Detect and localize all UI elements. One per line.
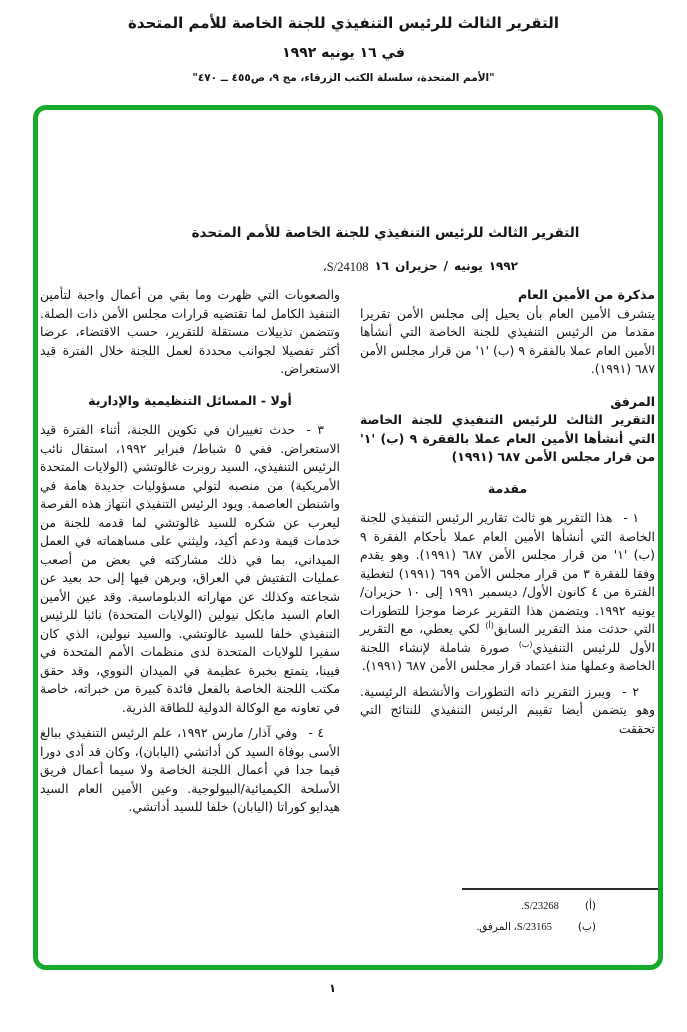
footnote-ref-b: (ب) [518,639,533,649]
footnote-b-marker: (ب) [577,921,596,933]
continuation-paragraph: والصعوبات التي ظهرت وما بقي من أعمال واجبة لتأمين التنفيذ الكامل لما تقتضيه قرارات مجلس الأمن ذات الصلة. وتتضمن تذييلات مستقلة للتقرير، حسب الاقتضاء، عرضا أكثر تفصيلا لجوانب محددة لعمل اللجنة خلال الفترة قيد الاستعراض. [40,287,340,376]
annex-heading: المرفق [610,393,655,409]
paragraph-4-number: ٤ - [308,725,324,740]
memo-paragraph: يتشرف الأمين العام بأن يحيل إلى مجلس الأمن تقريرا مقدما من الرئيس التنفيذي للجنة الخاصة التي أنشأها الأمين العام عملا بالفقرة ٩ (ب) '١' من قرار مجلس الأمن ٦٨٧ (١٩٩١). [360,305,656,376]
paragraph-2-text: ويبرز التقرير ذاته التطورات والأنشطة الرئيسية. وهو يتضمن أيضا تقييم الرئيس التنفيذي للنتائج التي تحققت [360,683,655,736]
footnote-b [477,917,597,938]
footnote-separator [462,888,658,890]
footnote-ref-a: (أ) [485,620,494,630]
document-title: التقرير الثالث للرئيس التنفيذي للجنة الخاصة للأمم المتحدة [191,225,580,241]
column-left [40,286,340,817]
footnote-b-text: S/23165، المرفق. [476,922,552,933]
paragraph-1-number: ١ - [623,510,639,525]
paragraph-2-number: ٢ - [622,683,639,699]
page-number: ١ [328,981,337,995]
paragraph-1-text-end: صورة شاملة لإنشاء اللجنة الخاصة وعملها منذ اعتماد قرار مجلس الأمن ٦٨٧ (١٩٩١). [360,639,655,673]
paragraph-2 [360,683,655,739]
paragraph-1-text-cont: لكي يعطي، مع التقرير الأول للرئيس التنفيذي [360,621,656,655]
page-header [0,14,687,84]
header-date: في ١٦ يونيه ١٩٩٢ [282,45,405,61]
memo-heading: مذكرة من الأمين العام [518,287,655,302]
green-frame [33,105,663,970]
column-right [360,286,655,738]
paragraph-4 [40,724,340,817]
footnote-a [477,896,597,917]
paragraph-3 [40,421,340,717]
paragraph-4-text: وفي آذار/ مارس ١٩٩٢، علم الرئيس التنفيذي ببالغ الأسى بوفاة السيد كن أداتشي (اليابان)، وكان قد أدى دورا قيما جدا في أعمال اللجنة الخاصة ولا سيما أعمال فريق الأسلحة الكيميائية/البيولوجية. وعين الأمين العام السيد هيدايو كوراتا (اليابان) خلفا للسيد أداتشي. [40,725,340,814]
annex-title-paragraph: التقرير الثالث للرئيس التنفيذي للجنة الخاصة التي أنشأها الأمين العام عملا بالفقرة ٩ (ب) '١' من قرار مجلس الأمن ٦٨٧ (١٩٩١) [360,412,655,464]
paragraph-1 [360,509,655,676]
document-symbol-date: S/24108، ١٦ حزيران / يونيه ١٩٩٢ [322,259,518,274]
introduction-heading: مقدمة [487,480,528,496]
footnotes [477,896,597,938]
footnote-a-marker: (أ) [584,900,596,912]
header-title: التقرير الثالث للرئيس التنفيذي للجنة الخاصة للأمم المتحدة [128,14,559,32]
paragraph-3-number: ٣ - [306,422,324,437]
header-source-citation: "الأمم المتحدة، سلسلة الكتب الزرقاء، مج ٩، ص٤٥٥ ــ ٤٧٠" [192,72,495,84]
section-1-heading: أولا - المسائل التنظيمية والإدارية [88,392,292,408]
paragraph-1-text: هذا التقرير هو ثالث تقارير الرئيس التنفيذي للجنة الخاصة التي أنشأها الأمين العام عملا بأحكام الفقرة ٩ (ب) '١' من قرار مجلس الأمن ٦٨٧ (١٩٩١). وهو يقدم وفقا للفقرة ٣ من قرار مجلس الأمن ٦٩٩ (١٩٩١) لتغطية الفترة من ٤ كانون الأول/ ديسمبر ١٩٩١ إلى ١٠ حزيران/ يونيه ١٩٩٢. ويتضمن هذا التقرير عرضا موجزا للتطورات التي حدثت منذ التقرير السابق [360,510,656,636]
paragraph-3-text: حدث تغييران في تكوين اللجنة، أثناء الفترة قيد الاستعراض. ففي ٥ شباط/ فبراير ١٩٩٢، استقال نائب الرئيس التنفيذي، السيد روبرت غالوتشي (الولايات المتحدة الأمريكية) من منصبه لتولي مسؤوليات جديدة هامة في واشنطن العاصمة. ويود الرئيس التنفيذي انتهاز هذه الفرصة ليعرب عن شكره للسيد غالوتشي لما قدمه للجنة من خدمات قيمة ودعم أكيد، وليثني على مساهماته في العمل الميداني، بما في ذلك مشاركته في بعض من أصعب عمليات التفتيش في العراق، وبرهن فيها إلى حد بعيد عن شجاعته وكذلك عن مهاراته الدبلوماسية. وقد عين الأمين العام السيد مايكل نيولين (الولايات المتحدة) نائبا للرئيس التنفيذي خلفا للسيد غالوتشي. والسيد نيولين، الذي كان سفيرا للولايات المتحدة لدى منظمات الأمم المتحدة في فيينا، يتمتع بخبرة عظيمة في الميدان النووي، وقد حقق مكتب اللجنة الخاصة بالفعل فائدة كبيرة من خبراته، خاصة في تعاونه مع الوكالة الدولية للطاقة الذرية. [40,422,341,715]
footnote-a-text: S/23268. [521,901,559,912]
